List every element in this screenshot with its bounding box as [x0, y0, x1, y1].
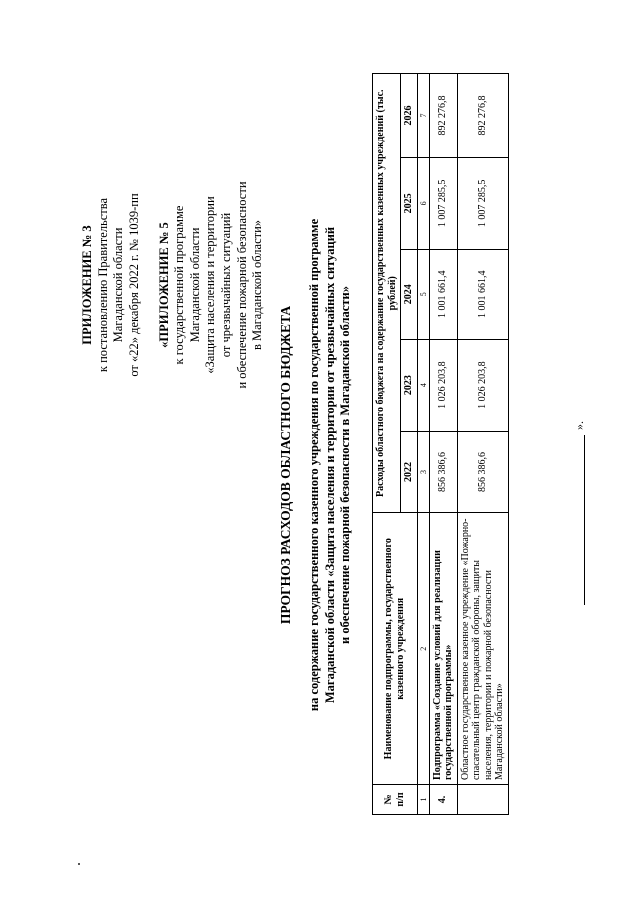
heading-line: Магаданской области «Защита населения и территории от чрезвычайных ситуаций [322, 226, 337, 704]
heading-line: на содержание государственного казенного учреждения по государственной программе [306, 218, 321, 712]
appendix-line: Магаданской области [111, 227, 126, 343]
header-year: 2023 [401, 339, 418, 431]
header-num: № п/п [373, 785, 418, 815]
appendix-line: от чрезвычайных ситуаций [219, 212, 233, 358]
header-year: 2025 [401, 157, 418, 249]
row-name: Подпрограмма «Создание условий для реализации государственной программы» [429, 513, 457, 785]
row-value: 1 026 203,8 [457, 339, 508, 431]
table-row [429, 74, 457, 815]
appendix-block [80, 65, 266, 505]
index-cell: 2 [417, 513, 429, 785]
row-name: Областное государственное казенное учреждение «Пожарно-спасательный центр гражданской обороны, защиты населения, территории и пожарной безопасности Магаданской области» [457, 513, 508, 785]
budget-table [372, 73, 509, 815]
table-index-row [417, 74, 429, 815]
row-value: 856 386,6 [429, 431, 457, 513]
scan-mark [78, 863, 80, 865]
appendix-line: в Магаданской области» [250, 219, 265, 351]
appendix-line: Магаданской области [187, 227, 202, 343]
header-year: 2022 [401, 431, 418, 513]
row-value: 892 276,8 [457, 74, 508, 158]
appendix-title: ПРИЛОЖЕНИЕ № 3 [80, 225, 94, 345]
index-cell: 5 [417, 249, 429, 339]
table-header-row [373, 74, 401, 815]
index-cell: 3 [417, 431, 429, 513]
appendix-line: к постановлению Правительства [95, 197, 110, 373]
document-title: ПРОГНОЗ РАСХОДОВ ОБЛАСТНОГО БЮДЖЕТА [278, 305, 293, 625]
closing-line [570, 421, 586, 605]
appendix-line: к государственной программе [172, 205, 187, 365]
table-row [457, 74, 508, 815]
closing-mark: ». [572, 421, 586, 430]
header-expenses: Расходы областного бюджета на содержание государственных казенных учреждений (тыс. рублей) [373, 74, 401, 513]
index-cell: 7 [417, 74, 429, 158]
header-year: 2026 [401, 74, 418, 158]
appendix-subtitle: «ПРИЛОЖЕНИЕ № 5 [156, 222, 171, 348]
index-cell: 4 [417, 339, 429, 431]
heading-line: и обеспечение пожарной безопасности в Магаданской области» [338, 286, 353, 644]
row-value: 1 026 203,8 [429, 339, 457, 431]
row-value: 1 001 661,4 [457, 249, 508, 339]
row-value: 892 276,8 [429, 74, 457, 158]
appendix-line: и обеспечение пожарной безопасности [234, 181, 249, 389]
header-name: Наименование подпрограммы, государственного казенного учреждения [373, 513, 418, 785]
row-num: 4. [429, 785, 457, 815]
index-cell: 1 [417, 785, 429, 815]
row-value: 856 386,6 [457, 431, 508, 513]
row-value: 1 001 661,4 [429, 249, 457, 339]
index-cell: 6 [417, 157, 429, 249]
appendix-line: от «22» декабря 2022 г. № 1039-пп [126, 193, 141, 377]
row-num [457, 785, 508, 815]
appendix-line: «Защита населения и территории [203, 196, 218, 374]
row-value: 1 007 285,5 [457, 157, 508, 249]
row-value: 1 007 285,5 [429, 157, 457, 249]
document-heading [278, 105, 354, 825]
header-year: 2024 [401, 249, 418, 339]
